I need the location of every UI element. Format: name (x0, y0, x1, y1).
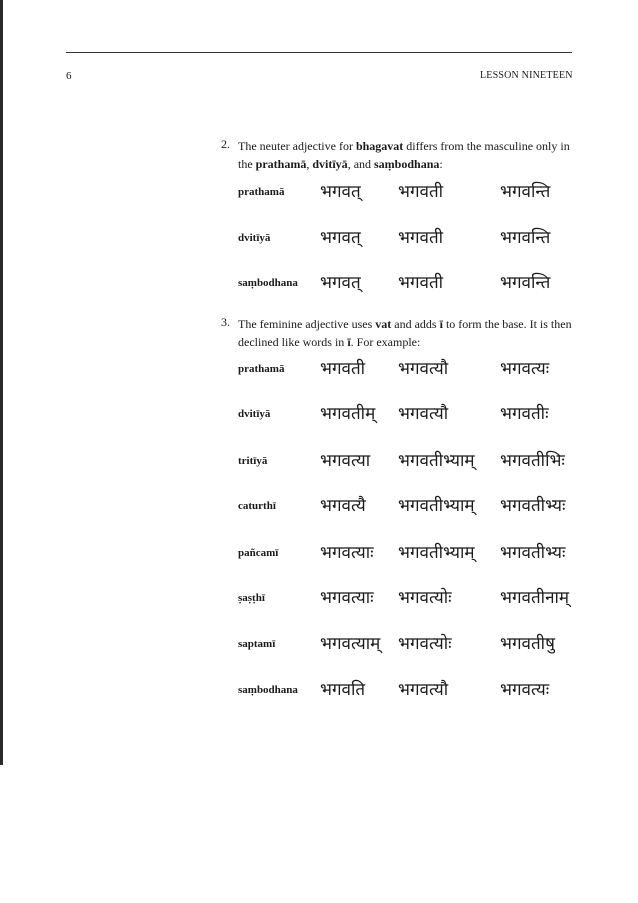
paradigm-row (238, 179, 583, 205)
case-label: caturthī (238, 500, 276, 512)
page-left-edge (0, 0, 3, 765)
paradigm-row (238, 356, 583, 382)
item-2-number: 2. (221, 137, 230, 151)
sanskrit-form-singular: भगवत् (320, 182, 361, 202)
case-label: tritīyā (238, 455, 268, 467)
paradigm-row (238, 270, 583, 296)
sanskrit-form-dual: भगवतीभ्याम् (398, 451, 475, 471)
paradigm-row (238, 585, 583, 611)
sanskrit-form-singular: भगवत्याम् (320, 634, 381, 654)
sanskrit-form-dual: भगवती (398, 273, 444, 293)
sanskrit-form-dual: भगवतीभ्याम् (398, 496, 475, 516)
sanskrit-form-singular: भगवतीम् (320, 404, 376, 424)
sanskrit-form-plural: भगवतीभ्यः (500, 543, 566, 563)
item-2-text: The neuter adjective for bhagavat differs from the masculine only in the prathamā, dvitīyā, and saṃbodhana: (238, 139, 570, 171)
sanskrit-form-plural: भगवतीभ्यः (500, 496, 566, 516)
page-number: 6 (66, 70, 72, 82)
running-head: LESSON NINETEEN (480, 70, 573, 81)
sanskrit-form-singular: भगवत्यै (320, 496, 366, 516)
sanskrit-form-dual: भगवत्यौ (398, 359, 449, 379)
sanskrit-form-singular: भगवति (320, 680, 366, 700)
paradigm-row (238, 540, 583, 566)
case-label: saṃbodhana (238, 684, 298, 696)
case-label: pañcamī (238, 547, 279, 559)
case-label: saṃbodhana (238, 277, 298, 289)
sanskrit-form-dual: भगवत्यौ (398, 680, 449, 700)
sanskrit-form-dual: भगवत्योः (398, 634, 452, 654)
sanskrit-form-singular: भगवती (320, 359, 366, 379)
item-3-number: 3. (221, 315, 230, 329)
sanskrit-form-plural: भगवत्यः (500, 359, 550, 379)
paradigm-row (238, 677, 583, 703)
sanskrit-form-singular: भगवत्याः (320, 588, 374, 608)
sanskrit-form-dual: भगवती (398, 228, 444, 248)
sanskrit-form-plural: भगवतीः (500, 404, 549, 424)
sanskrit-form-singular: भगवत् (320, 273, 361, 293)
sanskrit-form-plural: भगवन्ति (500, 182, 551, 202)
sanskrit-form-dual: भगवत्यौ (398, 404, 449, 424)
sanskrit-form-plural: भगवत्यः (500, 680, 550, 700)
sanskrit-form-plural: भगवतीषु (500, 634, 555, 654)
case-label: dvitīyā (238, 408, 271, 420)
sanskrit-form-dual: भगवती (398, 182, 444, 202)
sanskrit-form-plural: भगवन्ति (500, 228, 551, 248)
sanskrit-form-plural: भगवतीभिः (500, 451, 565, 471)
case-label: dvitīyā (238, 232, 271, 244)
case-label: prathamā (238, 363, 285, 375)
sanskrit-form-plural: भगवन्ति (500, 273, 551, 293)
case-label: saptamī (238, 638, 276, 650)
sanskrit-form-plural: भगवतीनाम् (500, 588, 570, 608)
sanskrit-form-dual: भगवतीभ्याम् (398, 543, 475, 563)
paradigm-row (238, 225, 583, 251)
paradigm-row (238, 401, 583, 427)
case-label: ṣaṣṭhī (238, 592, 265, 604)
sanskrit-form-dual: भगवत्योः (398, 588, 452, 608)
paradigm-row (238, 631, 583, 657)
item-3-text: The feminine adjective uses vat and adds ī to form the base. It is then declined like words in ī. For example: (238, 317, 572, 349)
sanskrit-form-singular: भगवत्याः (320, 543, 374, 563)
paradigm-row (238, 448, 583, 474)
sanskrit-form-singular: भगवत्या (320, 451, 371, 471)
case-label: prathamā (238, 186, 285, 198)
paradigm-row (238, 493, 583, 519)
header-rule (66, 52, 572, 53)
sanskrit-form-singular: भगवत् (320, 228, 361, 248)
